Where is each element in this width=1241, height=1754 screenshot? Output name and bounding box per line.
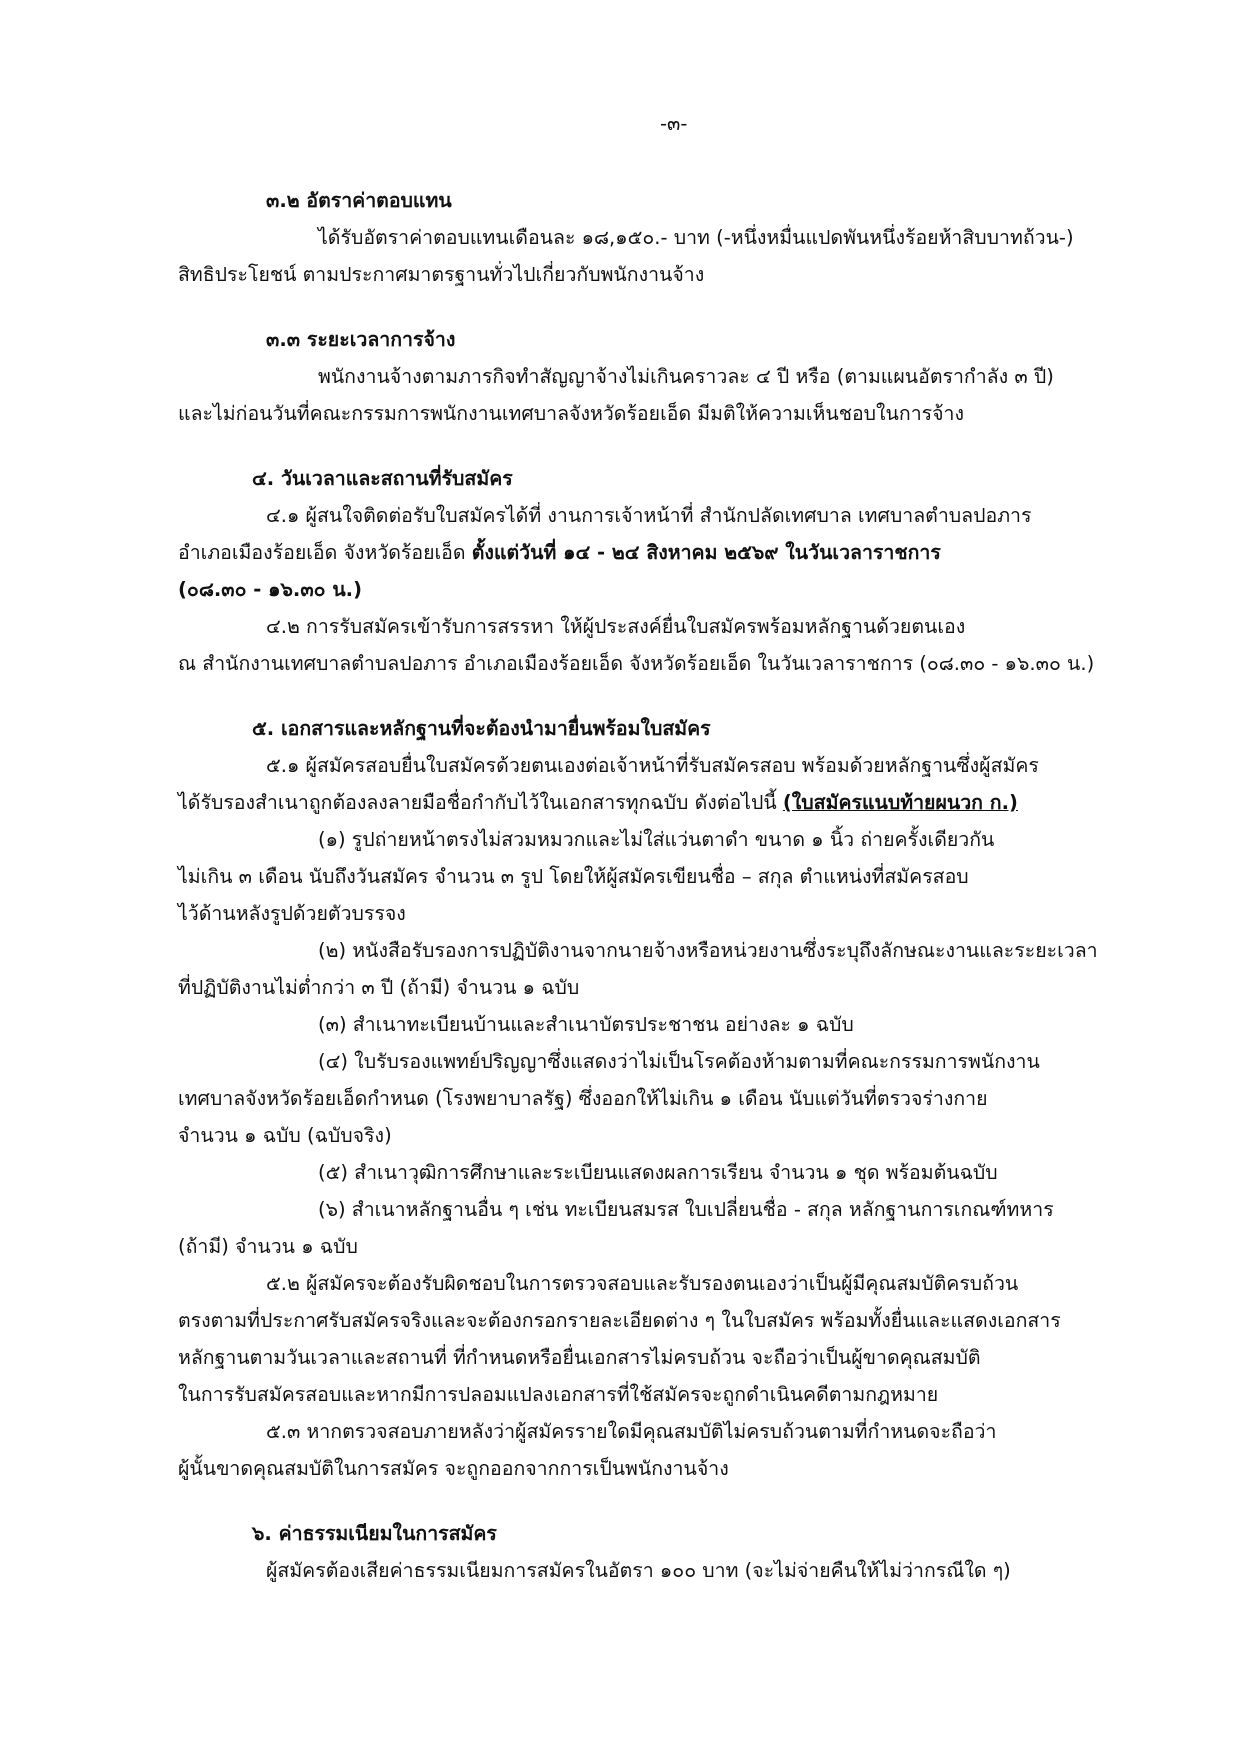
- item-1-line2: ไม่เกิน ๓ เดือน นับถึงวันสมัคร จำนวน ๓ รูป โดยให้ผู้สมัครเขียนชื่อ – สกุล ตำแหน่งที่สมัครสอบ: [178, 865, 969, 888]
- paragraph-4-2-line2: ณ สำนักงานเทศบาลตำบลปอภาร อำเภอเมืองร้อยเอ็ด จังหวัดร้อยเอ็ด ในวันเวลาราชการ (๐๘.๓๐ - ๑๖.๓๐ น.): [178, 652, 1095, 675]
- item-4-line3: จำนวน ๑ ฉบับ (ฉบับจริง): [178, 1124, 392, 1147]
- item-2-line1: (๒) หนังสือรับรองการปฏิบัติงานจากนายจ้างหรือหน่วยงานซึ่งระบุถึงลักษณะงานและระยะเวลา: [318, 939, 1098, 962]
- paragraph-4-1-line1: ๔.๑ ผู้สนใจติดต่อรับใบสมัครได้ที่ งานการเจ้าหน้าที่ สำนักปลัดเทศบาล เทศบาลตำบลปอภาร: [266, 504, 1032, 527]
- item-2-line2: ที่ปฏิบัติงานไม่ต่ำกว่า ๓ ปี (ถ้ามี) จำนวน ๑ ฉบับ: [178, 976, 580, 999]
- paragraph-5-1-line1: ๕.๑ ผู้สมัครสอบยื่นใบสมัครด้วยตนเองต่อเจ้าหน้าที่รับสมัครสอบ พร้อมด้วยหลักฐานซึ่งผู้สมัคร: [266, 754, 1039, 777]
- attachment-reference: (ใบสมัครแนบท้ายผนวก ก.): [782, 791, 1018, 814]
- paragraph-5-3-line1: ๕.๓ หากตรวจสอบภายหลังว่าผู้สมัครรายใดมีคุณสมบัติไม่ครบถ้วนตามที่กำหนดจะถือว่า: [266, 1420, 997, 1443]
- paragraph-5-2-line4: ในการรับสมัครสอบและหากมีการปลอมแปลงเอกสารที่ใช้สมัครจะถูกดำเนินคดีตามกฎหมาย: [178, 1383, 939, 1406]
- paragraph-5-2-line3: หลักฐานตามวันเวลาและสถานที่ ที่กำหนดหรือยื่นเอกสารไม่ครบถ้วน จะถือว่าเป็นผู้ขาดคุณสมบัติ: [178, 1346, 981, 1369]
- paragraph-5-2-line2: ตรงตามที่ประกาศรับสมัครจริงและจะต้องกรอกรายละเอียดต่าง ๆ ในใบสมัคร พร้อมทั้งยื่นและแสดงเอกสาร: [178, 1309, 1061, 1332]
- item-6-line2: (ถ้ามี) จำนวน ๑ ฉบับ: [178, 1235, 358, 1258]
- heading-6: ๖. ค่าธรรมเนียมในการสมัคร: [252, 1522, 497, 1545]
- paragraph-4-2-line1: ๔.๒ การรับสมัครเข้ารับการสรรหา ให้ผู้ประสงค์ยื่นใบสมัครพร้อมหลักฐานด้วยตนเอง: [266, 615, 966, 638]
- application-hours: (๐๘.๓๐ - ๑๖.๓๐ น.): [178, 578, 363, 601]
- paragraph-3-3-line1: พนักงานจ้างตามภารกิจทำสัญญาจ้างไม่เกินคราวละ ๔ ปี หรือ (ตามแผนอัตรากำลัง ๓ ปี): [318, 365, 1054, 388]
- item-1-line3: ไว้ด้านหลังรูปด้วยตัวบรรจง: [178, 902, 406, 925]
- item-4-line2: เทศบาลจังหวัดร้อยเอ็ดกำหนด (โรงพยาบาลรัฐ) ซึ่งออกให้ไม่เกิน ๑ เดือน นับแต่วันที่ตรวจร่างกาย: [178, 1087, 988, 1110]
- paragraph-4-1-line2: [178, 539, 941, 567]
- paragraph-5-1-line2: [178, 789, 1018, 817]
- location-text: อำเภอเมืองร้อยเอ็ด จังหวัดร้อยเอ็ด: [178, 541, 472, 564]
- paragraph-3-3-line2: และไม่ก่อนวันที่คณะกรรมการพนักงานเทศบาลจังหวัดร้อยเอ็ด มีมติให้ความเห็นชอบในการจ้าง: [178, 402, 965, 425]
- application-dates: ตั้งแต่วันที่ ๑๔ - ๒๔ สิงหาคม ๒๕๖๙ ในวันเวลาราชการ: [471, 541, 941, 564]
- heading-4: ๔. วันเวลาและสถานที่รับสมัคร: [252, 467, 513, 490]
- item-5-line1: (๕) สำเนาวุฒิการศึกษาและระเบียนแสดงผลการเรียน จำนวน ๑ ชุด พร้อมต้นฉบับ: [318, 1161, 998, 1184]
- item-3-line1: (๓) สำเนาทะเบียนบ้านและสำเนาบัตรประชาชน อย่างละ ๑ ฉบับ: [318, 1013, 854, 1036]
- page-number: -๓-: [660, 112, 688, 135]
- paragraph-5-2-line1: ๕.๒ ผู้สมัครจะต้องรับผิดชอบในการตรวจสอบและรับรองตนเองว่าเป็นผู้มีคุณสมบัติครบถ้วน: [266, 1272, 1019, 1295]
- paragraph-6-line1: ผู้สมัครต้องเสียค่าธรรมเนียมการสมัครในอัตรา ๑๐๐ บาท (จะไม่จ่ายคืนให้ไม่ว่ากรณีใด ๆ): [266, 1559, 1011, 1582]
- item-6-line1: (๖) สำเนาหลักฐานอื่น ๆ เช่น ทะเบียนสมรส ใบเปลี่ยนชื่อ - สกุล หลักฐานการเกณฑ์ทหาร: [318, 1198, 1054, 1221]
- item-1-line1: (๑) รูปถ่ายหน้าตรงไม่สวมหมวกและไม่ใส่แว่นตาดำ ขนาด ๑ นิ้ว ถ่ายครั้งเดียวกัน: [318, 828, 995, 851]
- paragraph-3-2-line1: ได้รับอัตราค่าตอบแทนเดือนละ ๑๘,๑๕๐.- บาท (-หนึ่งหมื่นแปดพันหนึ่งร้อยห้าสิบบาทถ้วน-): [318, 226, 1074, 249]
- paragraph-5-1-text: ได้รับรองสำเนาถูกต้องลงลายมือชื่อกำกับไว้ในเอกสารทุกฉบับ ดังต่อไปนี้: [178, 791, 783, 814]
- heading-5: ๕. เอกสารและหลักฐานที่จะต้องนำมายื่นพร้อมใบสมัคร: [252, 717, 711, 740]
- item-4-line1: (๔) ใบรับรองแพทย์ปริญญาซึ่งแสดงว่าไม่เป็นโรคต้องห้ามตามที่คณะกรรมการพนักงาน: [318, 1050, 1040, 1073]
- paragraph-3-2-line2: สิทธิประโยชน์ ตามประกาศมาตรฐานทั่วไปเกี่ยวกับพนักงานจ้าง: [178, 263, 705, 286]
- paragraph-5-3-line2: ผู้นั้นขาดคุณสมบัติในการสมัคร จะถูกออกจากการเป็นพนักงานจ้าง: [178, 1457, 729, 1480]
- heading-3-3: ๓.๓ ระยะเวลาการจ้าง: [266, 328, 456, 351]
- heading-3-2: ๓.๒ อัตราค่าตอบแทน: [266, 189, 452, 212]
